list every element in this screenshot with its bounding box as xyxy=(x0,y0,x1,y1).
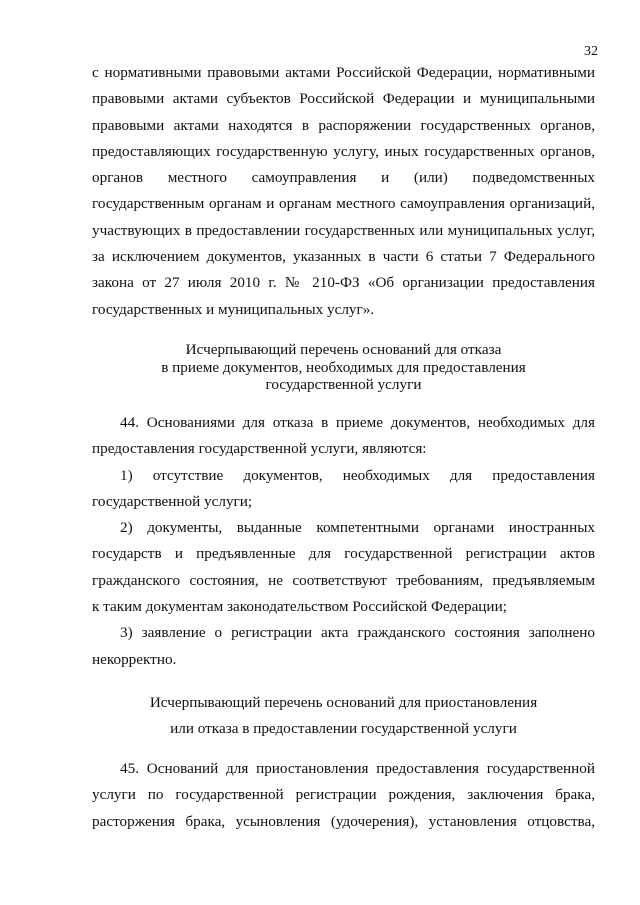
section-heading-suspension xyxy=(92,690,595,742)
section-heading-refusal xyxy=(92,341,595,394)
paragraph-line: закона от 27 июля 2010 г. № 210-ФЗ «Об организации предоставления xyxy=(92,274,595,292)
list-item-line: некорректно. xyxy=(92,650,177,668)
paragraph-line: предоставляющих государственную услугу, иных государственных органов, xyxy=(92,142,595,160)
paragraph-line: предоставления государственной услуги, являются: xyxy=(92,440,427,458)
list-item-line: к таким документам законодательством Российской Федерации; xyxy=(92,598,507,616)
paragraph-line: правовыми актами субъектов Российской Федерации и муниципальными xyxy=(92,90,595,108)
paragraph-line: государственных и муниципальных услуг». xyxy=(92,300,375,318)
paragraph-line: услуги по государственной регистрации рождения, заключения брака, xyxy=(92,786,595,804)
section-45 xyxy=(92,756,595,835)
list-item-line: 2) документы, выданные компетентными органами иностранных xyxy=(120,519,595,537)
paragraph-line: органов местного самоуправления и (или) подведомственных xyxy=(92,169,595,187)
list-item-line: государств и предъявленные для государственной регистрации актов xyxy=(92,545,595,563)
paragraph-line: 44. Основаниями для отказа в приеме документов, необходимых для xyxy=(120,414,595,431)
list-item-line: 1) отсутствие документов, необходимых для предоставления xyxy=(120,466,595,484)
heading-line: Исчерпывающий перечень оснований для отказа xyxy=(185,341,502,358)
paragraph-line: расторжения брака, усыновления (удочерения), установления отцовства, xyxy=(92,812,595,830)
heading-line: государственной услуги xyxy=(265,376,422,393)
paragraph-line: государственным органам и органам местного самоуправления организаций, xyxy=(92,195,595,213)
paragraph-line: правовыми актами находятся в распоряжении государственных органов, xyxy=(92,116,595,134)
list-item-line: 3) заявление о регистрации акта гражданского состояния заполнено xyxy=(120,624,595,642)
paragraph-line: 45. Оснований для приостановления предоставления государственной xyxy=(120,760,595,777)
list-item-line: государственной услуги; xyxy=(92,492,253,510)
heading-line: или отказа в предоставлении государственной услуги xyxy=(170,720,517,737)
heading-line: в приеме документов, необходимых для предоставления xyxy=(161,358,526,376)
paragraph-line: участвующих в предоставлении государственных или муниципальных услуг, xyxy=(92,221,595,239)
page-number: 32 xyxy=(584,44,598,59)
paragraph-line: с нормативными правовыми актами Российской Федерации, нормативными xyxy=(92,64,595,81)
paragraph-line: за исключением документов, указанных в части 6 статьи 7 Федерального xyxy=(92,248,595,266)
continuation-paragraph xyxy=(92,60,595,323)
heading-line: Исчерпывающий перечень оснований для приостановления xyxy=(149,694,538,711)
section-44 xyxy=(92,410,595,673)
list-item-line: гражданского состояния, не соответствуют требованиям, предъявляемым xyxy=(92,571,595,589)
